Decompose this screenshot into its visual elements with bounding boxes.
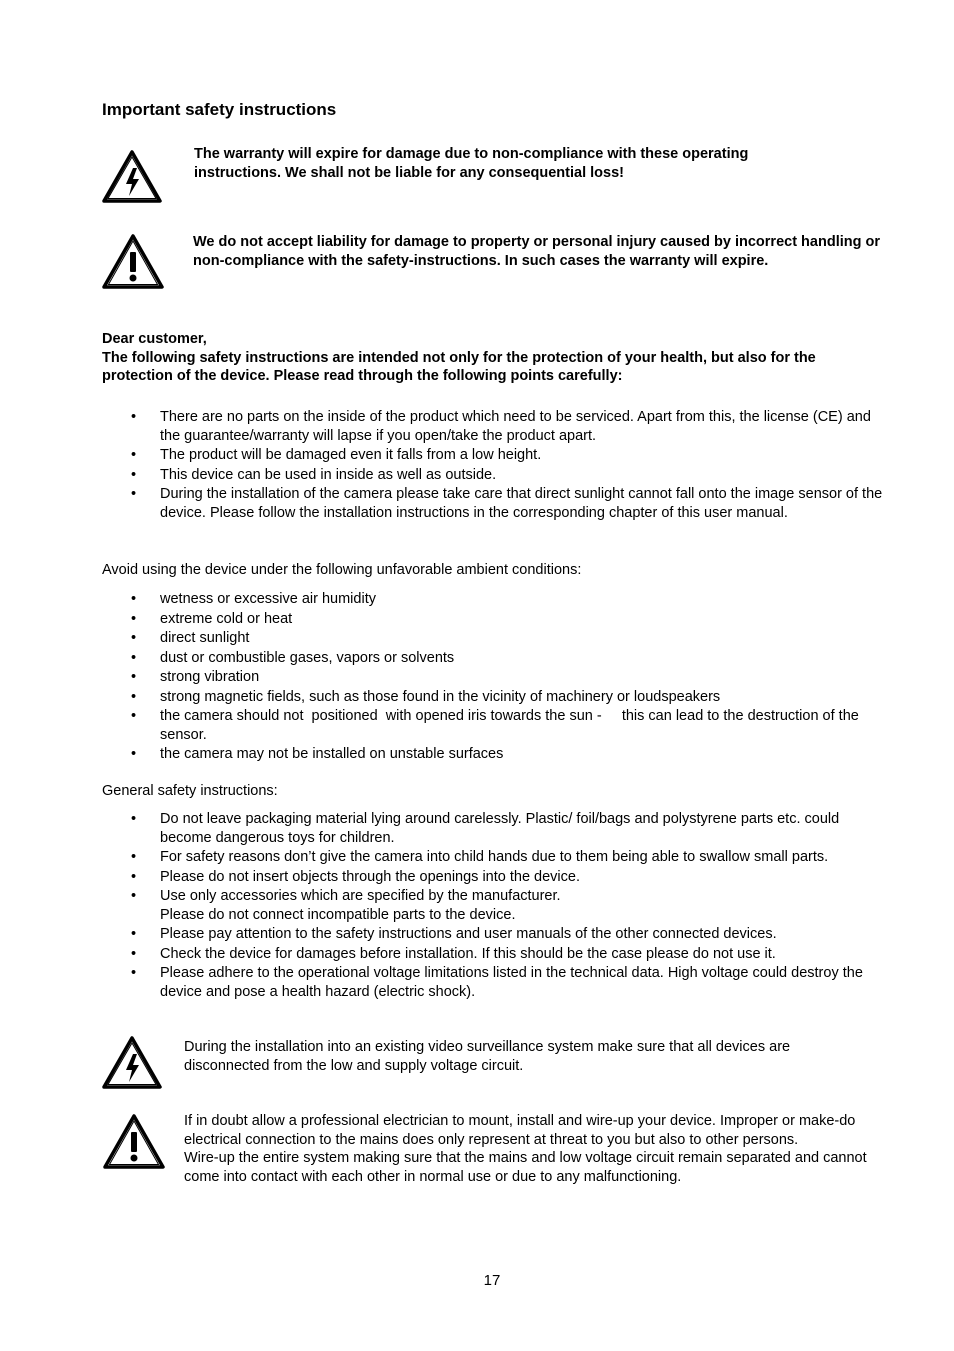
- intro-text: The following safety instructions are intended not only for the protection of your health, but also for the protection of the device. Please read through the following points carefully:: [102, 349, 816, 384]
- ambient-conditions-list: [102, 590, 862, 765]
- device-notes-list: [102, 408, 892, 523]
- list-item: • the camera may not be installed on unstable surfaces: [102, 745, 862, 764]
- page-number: 17: [483, 1272, 501, 1289]
- intro: [102, 330, 882, 386]
- list-item: • Do not leave packaging material lying around carelessly. Plastic/ foil/bags and polystyrene parts etc. could become dangerous toys for children.: [102, 810, 892, 847]
- warning-text-disconnect: During the installation into an existing video surveillance system make sure that all devices are disconnected from the low and supply voltage circuit.: [184, 1039, 791, 1074]
- list-item: • Use only accessories which are specified by the manufacturer. Please do not connect incompatible parts to the device.: [102, 887, 892, 924]
- general-heading: General safety instructions:: [102, 783, 278, 799]
- list-item: • strong vibration: [102, 668, 862, 687]
- list-item: • wetness or excessive air humidity: [102, 590, 862, 609]
- high-voltage-warning-icon: [102, 150, 162, 204]
- list-item: • Please adhere to the operational voltage limitations listed in the technical data. High voltage could destroy the device and pose a health hazard (electric shock).: [102, 964, 892, 1001]
- list-item: • Please do not insert objects through the openings into the device.: [102, 868, 892, 887]
- list-item: • The product will be damaged even it falls from a low height.: [102, 446, 892, 465]
- list-item: • the camera should not positioned with opened iris towards the sun - this can lead to the destruction of the sensor.: [102, 707, 862, 744]
- list-item: • Check the device for damages before installation. If this should be the case please do not use it.: [102, 945, 892, 964]
- list-item: • Please pay attention to the safety instructions and user manuals of the other connected devices.: [102, 925, 892, 944]
- warning-text-liability: We do not accept liability for damage to property or personal injury caused by incorrect handling or non-compliance with the safety-instructions. In such cases the warranty will expire.: [193, 234, 880, 269]
- warning-text-electrician: If in doubt allow a professional electrician to mount, install and wire-up your device. Improper or make-do electrical connection to the mains does only represent at threat to you but also to other persons. Wire-up the entire system making sure that the mains and low voltage circuit remain separated and cannot come into contact with each other in normal use or due to any malfunctioning.: [184, 1113, 867, 1185]
- general-safety-list: [102, 810, 892, 1002]
- list-item: • dust or combustible gases, vapors or solvents: [102, 649, 862, 668]
- intro-greeting: Dear customer,: [102, 331, 207, 347]
- list-item: • strong magnetic fields, such as those found in the vicinity of machinery or loudspeakers: [102, 688, 862, 707]
- avoid-heading: Avoid using the device under the following unfavorable ambient conditions:: [102, 562, 582, 578]
- exclamation-warning-icon: [102, 234, 164, 290]
- list-item: • There are no parts on the inside of the product which need to be serviced. Apart from this, the license (CE) and the guarantee/warranty will lapse if you open/take the product apart.: [102, 408, 892, 445]
- list-item: • For safety reasons don’t give the camera into child hands due to them being able to swallow small parts.: [102, 848, 892, 867]
- high-voltage-warning-icon: [102, 1036, 162, 1090]
- exclamation-warning-icon: [103, 1114, 165, 1170]
- list-item: • This device can be used in inside as well as outside.: [102, 466, 892, 485]
- list-item: • During the installation of the camera please take care that direct sunlight cannot fall onto the image sensor of the device. Please follow the installation instructions in the corresponding chapter of this user manual.: [102, 485, 892, 522]
- page-title: Important safety instructions: [102, 100, 337, 119]
- list-item: • extreme cold or heat: [102, 610, 862, 629]
- list-item: • direct sunlight: [102, 629, 862, 648]
- warning-text-warranty: The warranty will expire for damage due to non-compliance with these operating instructions. We shall not be liable for any consequential loss!: [194, 146, 749, 181]
